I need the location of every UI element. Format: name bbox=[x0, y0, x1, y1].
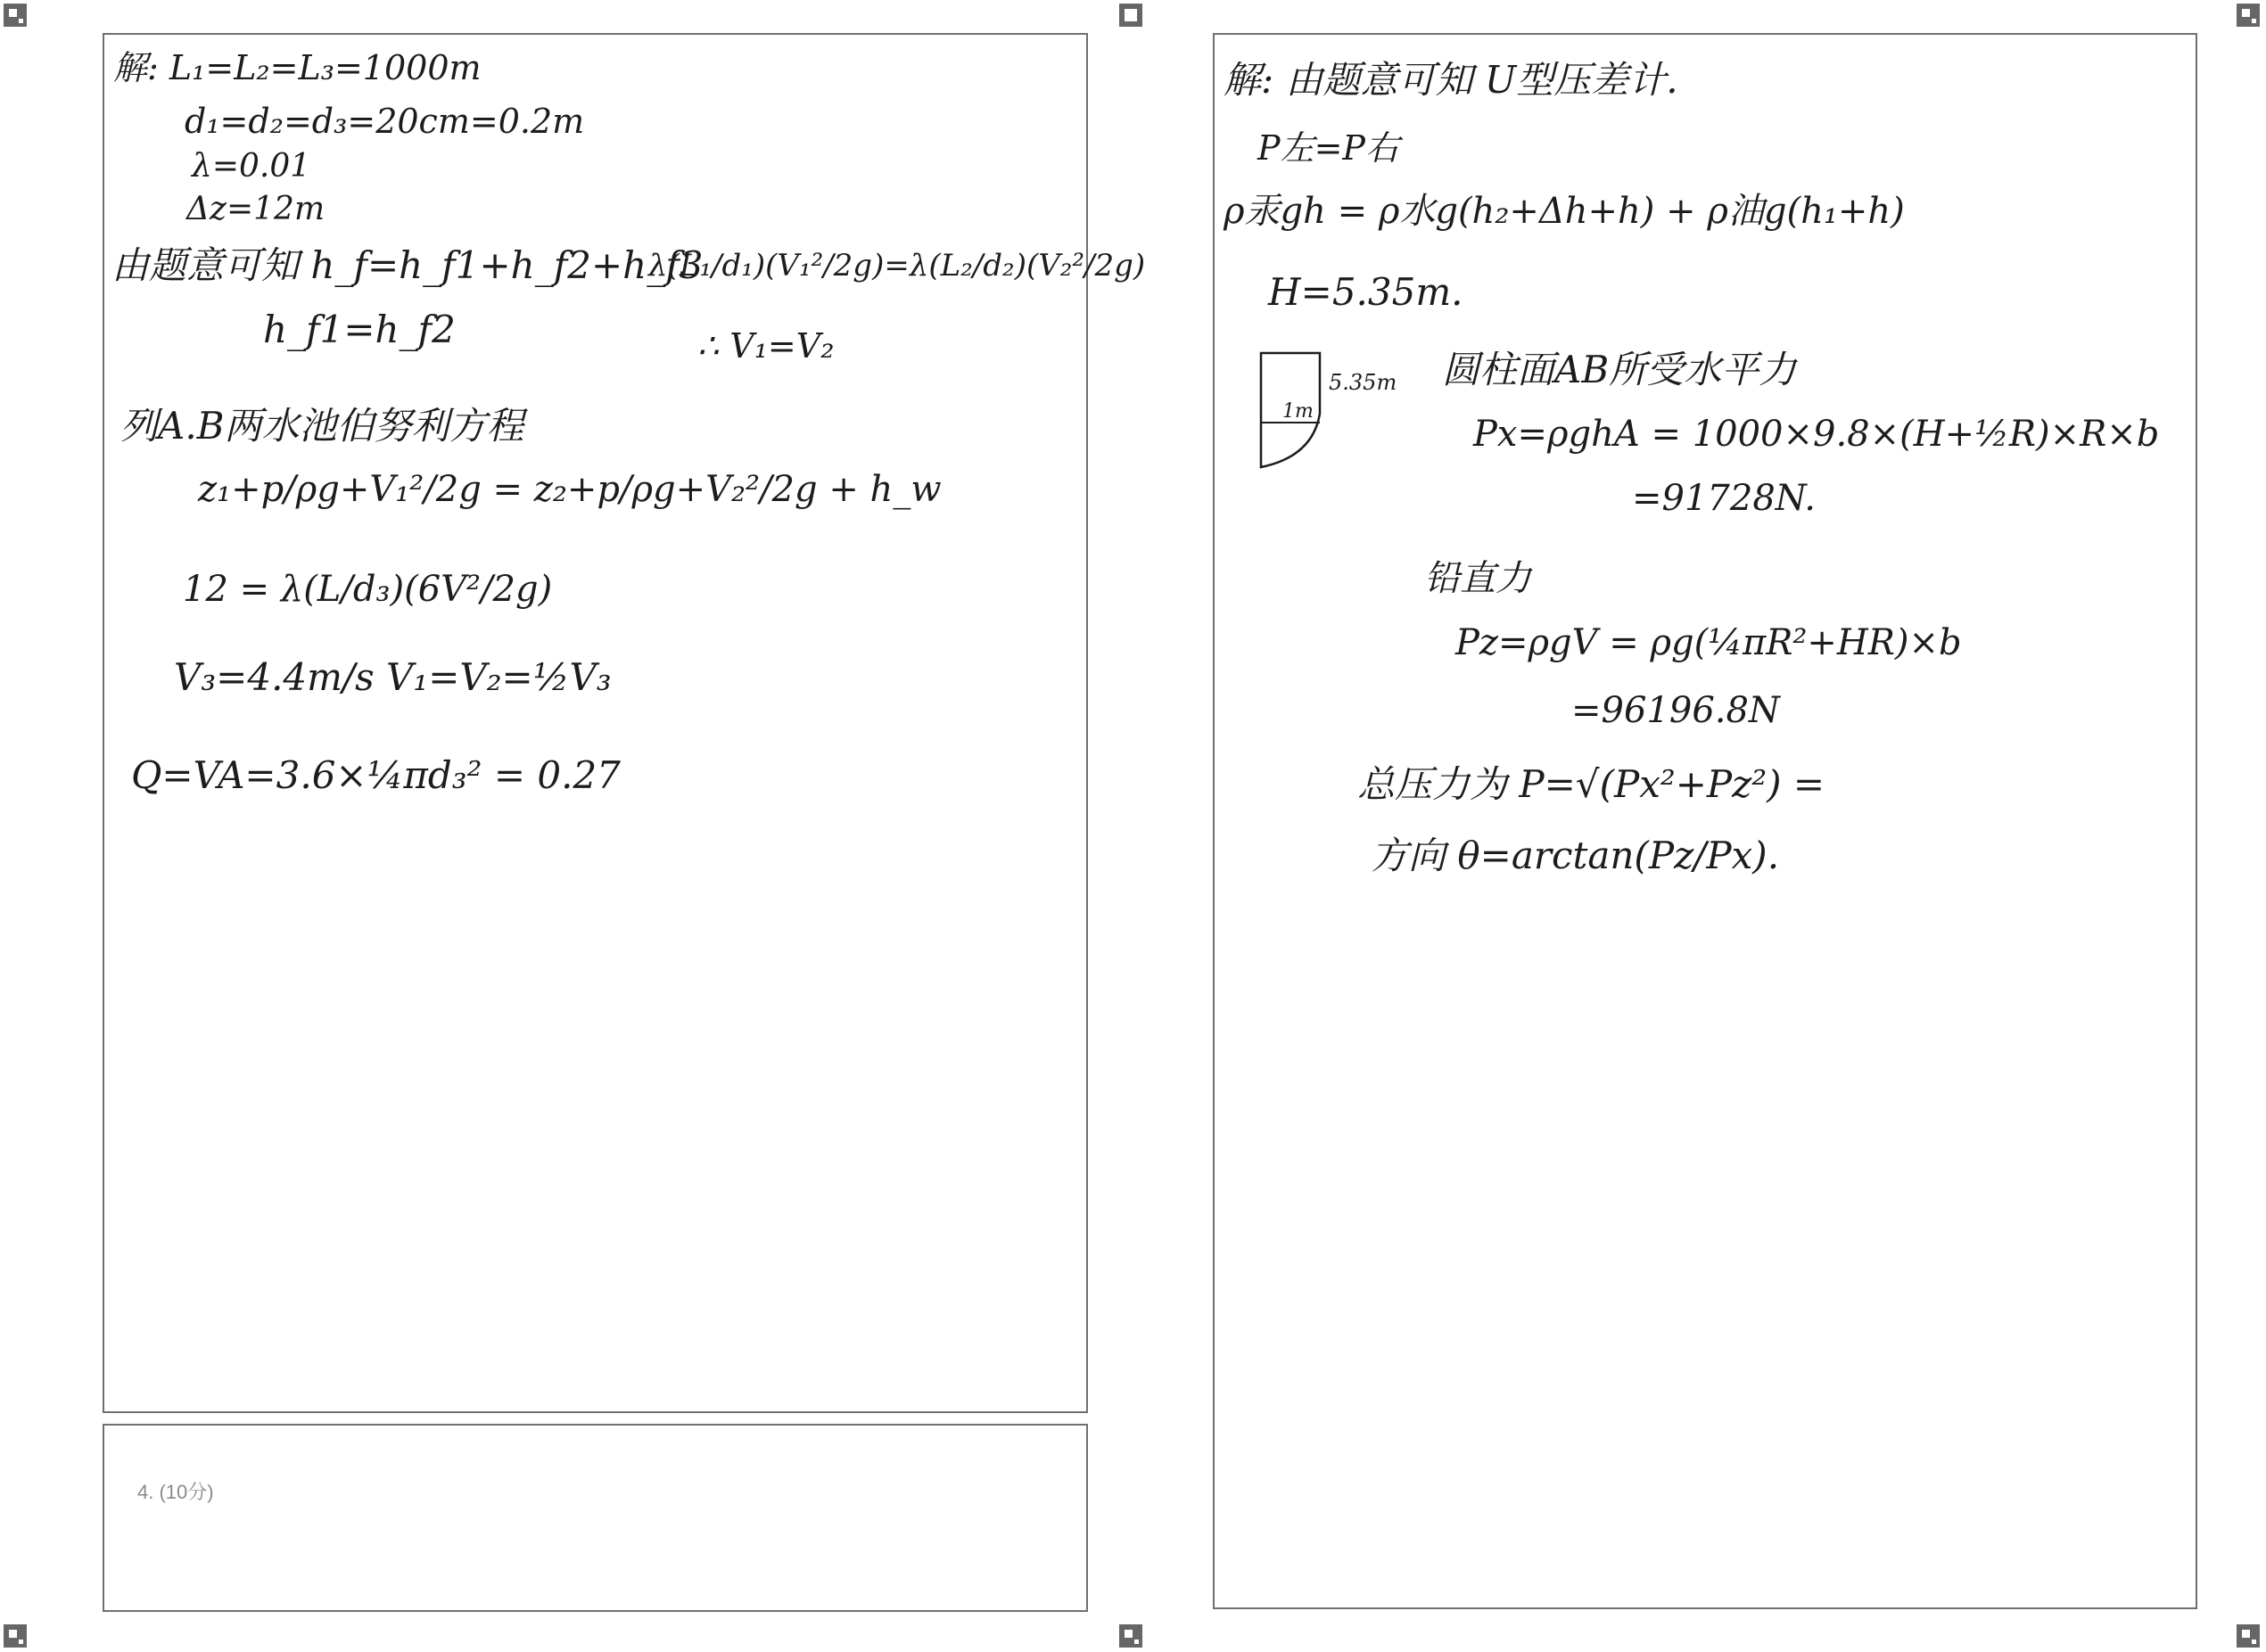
right-line-3: H=5.35m. bbox=[1268, 270, 1463, 314]
right-answer-box bbox=[1213, 33, 2197, 1609]
corner-marker-bottom-left bbox=[2, 1623, 29, 1649]
right-line-9: =96196.8N bbox=[1571, 690, 1780, 731]
left-line-11: V₃=4.4m/s V₁=V₂=½V₃ bbox=[174, 655, 612, 699]
right-line-1: P左=P右 bbox=[1257, 128, 1399, 168]
left-line-8: 列A.B两水池伯努利方程 bbox=[120, 404, 524, 448]
left-line-4: 由题意可知 h_f=h_f1+h_f2+h_f3 bbox=[111, 243, 704, 287]
left-line-6: h_f1=h_f2 bbox=[263, 308, 456, 351]
left-line-5: λ(L₁/d₁)(V₁²/2g)=λ(L₂/d₂)(V₂²/2g) bbox=[648, 248, 1146, 284]
sketch-label-radius: 1m bbox=[1282, 400, 1314, 423]
corner-marker-top-right bbox=[2235, 2, 2262, 29]
left-line-1: d₁=d₂=d₃=20cm=0.2m bbox=[185, 102, 585, 141]
corner-marker-bottom-right bbox=[2235, 1623, 2262, 1649]
left-line-10: 12 = λ(L/d₃)(6V²/2g) bbox=[183, 569, 553, 610]
left-line-0: 解: L₁=L₂=L₃=1000m bbox=[113, 48, 482, 87]
right-line-2: ρ汞gh = ρ水g(h₂+Δh+h) + ρ油g(h₁+h) bbox=[1224, 191, 1905, 232]
left-answer-box bbox=[103, 33, 1146, 1413]
right-line-5: Px=ρghA = 1000×9.8×(H+½R)×R×b bbox=[1473, 414, 2160, 455]
left-line-12: Q=VA=3.6×¼πd₃² = 0.27 bbox=[131, 753, 621, 797]
corner-marker-bottom-middle bbox=[1117, 1623, 1144, 1649]
corner-marker-top-middle bbox=[1117, 2, 1144, 29]
question-4-label: 4. (10分) bbox=[137, 1481, 214, 1503]
sketch-label-height: 5.35m bbox=[1329, 370, 1397, 395]
left-line-7: ∴ V₁=V₂ bbox=[697, 326, 835, 366]
right-line-4: 圆柱面AB所受水平力 bbox=[1442, 348, 1797, 391]
right-line-11: 方向 θ=arctan(Pz/Px). bbox=[1371, 834, 1780, 877]
right-line-8: Pz=ρgV = ρg(¼πR²+HR)×b bbox=[1455, 622, 1962, 663]
right-line-6: =91728N. bbox=[1632, 478, 1816, 519]
right-line-10: 总压力为 P=√(Px²+Pz²) = bbox=[1357, 762, 1825, 806]
question-4-box bbox=[103, 1424, 1088, 1612]
left-line-2: λ=0.01 bbox=[192, 148, 311, 185]
corner-marker-top-left bbox=[2, 2, 29, 29]
left-line-9: z₁+p/ρg+V₁²/2g = z₂+p/ρg+V₂²/2g + h_w bbox=[198, 469, 942, 510]
left-line-3: Δz=12m bbox=[186, 191, 325, 227]
right-line-0: 解: 由题意可知 U型压差计. bbox=[1224, 58, 1678, 102]
right-line-7: 铅直力 bbox=[1424, 558, 1531, 599]
